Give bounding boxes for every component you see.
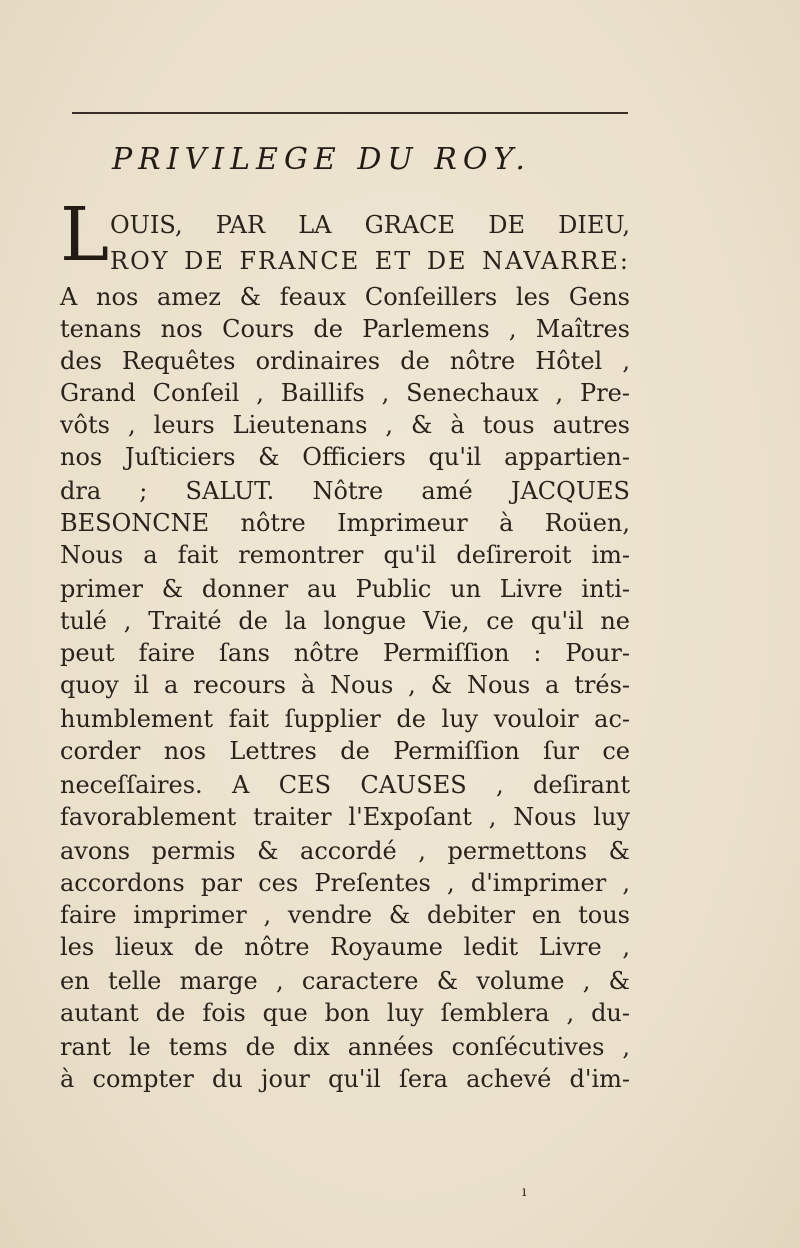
text-line: primer & donner au Public un Livre inti- [60,575,630,603]
text-line: favorablement traiter l'Expoſant , Nous luy [60,803,630,831]
header-rule [72,112,628,114]
text-line: Nous a fait remontrer qu'il deſireroit im- [60,541,630,569]
text-line: A nos amez & feaux Conſeillers les Gens [60,283,630,311]
text-line: à compter du jour qu'il ſera achevé d'im- [60,1065,630,1093]
text-line: Grand Conſeil , Baillifs , Senechaux , Pre- [60,379,630,407]
text-line: vôts , leurs Lieutenans , & à tous autres [60,411,630,439]
text-line: ROY DE FRANCE ET DE NAVARRE: [110,247,630,275]
text-line: faire imprimer , vendre & debiter en tous [60,901,630,929]
text-line: tenans nos Cours de Parlemens , Maîtres [60,315,630,343]
text-line: dra ; SALUT. Nôtre amé JACQUES [60,477,630,505]
text-line: des Requêtes ordinaires de nôtre Hôtel , [60,347,630,375]
text-line: avons permis & accordé , permettons & [60,837,630,865]
text-line: peut faire ſans nôtre Permiſſion : Pour- [60,639,630,667]
text-line: quoy il a recours à Nous , & Nous a trés- [60,671,630,699]
text-line: accordons par ces Preſentes , d'imprimer , [60,869,630,897]
text-line: corder nos Lettres de Permiſſion ſur ce [60,737,630,765]
text-line: BESONCNE nôtre Imprimeur à Roüen, [60,509,630,537]
text-line: neceſſaires. A CES CAUSES , deſirant [60,771,630,799]
text-line: tulé , Traité de la longue Vie, ce qu'il ne [60,607,630,635]
text-line: les lieux de nôtre Royaume ledit Livre , [60,933,630,961]
text-line: humblement fait ſupplier de luy vouloir ac- [60,705,630,733]
text-line: OUIS, PAR LA GRACE DE DIEU, [110,211,630,239]
drop-capital: L [60,192,110,278]
text-line: rant le tems de dix années conſécutives , [60,1033,630,1061]
text-line: autant de fois que bon luy ſemblera , du- [60,999,630,1027]
signature-mark: ı [522,1184,527,1200]
text-line: nos Juſticiers & Officiers qu'il appartien- [60,443,630,471]
text-line: en telle marge , caractere & volume , & [60,967,630,995]
page-title: PRIVILEGE DU ROY. [112,142,531,177]
